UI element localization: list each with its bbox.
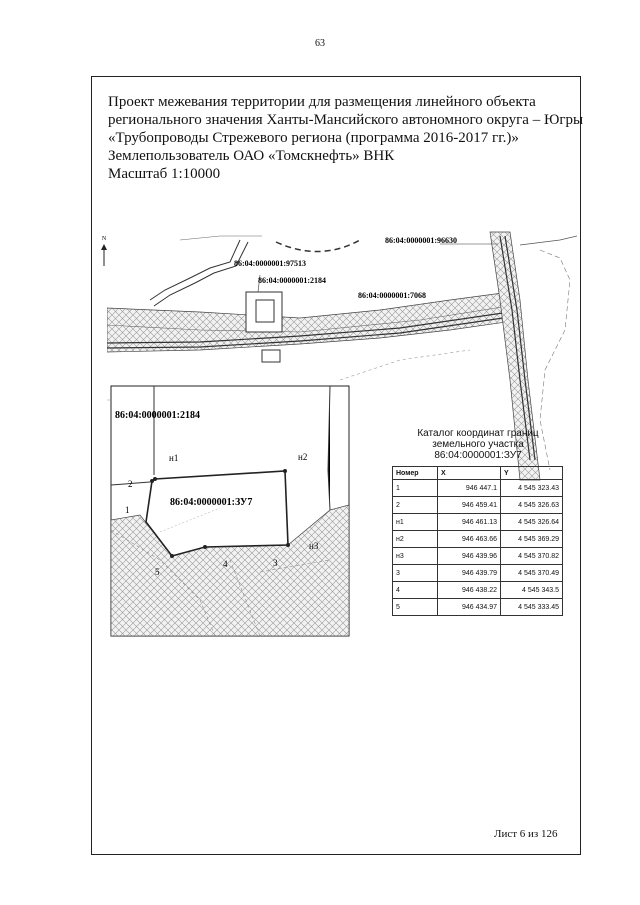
north-arrow-icon: [101, 236, 107, 266]
catalog-title-line-3: 86:04:0000001:ЗУ7: [434, 450, 522, 461]
catalog-title: [388, 428, 568, 461]
table-row: [393, 531, 563, 548]
catalog-title-line-2: земельного участка: [432, 439, 524, 450]
header-x: X: [438, 467, 501, 480]
title-line-4: Землепользователь ОАО «Томскнефть» ВНК: [108, 148, 395, 164]
point-label-n3: н3: [309, 541, 319, 551]
cell-number: 2: [393, 497, 438, 514]
parcel-label-7068: 86:04:0000001:7068: [358, 291, 426, 300]
table-row: [393, 514, 563, 531]
title-line-3: «Трубопроводы Стрежевого региона (программа 2016-2017 гг.)»: [108, 130, 519, 146]
cell-x: 946 461.13: [438, 514, 501, 531]
cell-number: 3: [393, 565, 438, 582]
cell-x: 946 438.22: [438, 582, 501, 599]
coordinate-catalog-table: [392, 466, 563, 616]
cell-y: 4 545 370.82: [501, 548, 563, 565]
table-row: [393, 480, 563, 497]
point-label-n1: н1: [169, 453, 179, 463]
cell-number: 5: [393, 599, 438, 616]
cell-y: 4 545 323.43: [501, 480, 563, 497]
cell-number: н2: [393, 531, 438, 548]
cell-y: 4 545 333.45: [501, 599, 563, 616]
cell-x: 946 439.96: [438, 548, 501, 565]
point-label-4: 4: [223, 559, 228, 569]
catalog-title-line-1: Каталог координат границ: [417, 428, 539, 439]
cell-number: 1: [393, 480, 438, 497]
cell-number: н1: [393, 514, 438, 531]
cell-y: 4 545 326.64: [501, 514, 563, 531]
header-number: Номер: [393, 467, 438, 480]
cell-y: 4 545 369.29: [501, 531, 563, 548]
north-label: N: [101, 236, 107, 242]
title-line-2: регионального значения Ханты-Мансийского автономного округа – Югры: [108, 112, 584, 128]
cell-y: 4 545 370.49: [501, 565, 563, 582]
point-label-n2: н2: [298, 452, 308, 462]
parcel-label-2184: 86:04:0000001:2184: [258, 276, 326, 285]
cell-x: 946 459.41: [438, 497, 501, 514]
page-number: 63: [315, 38, 325, 49]
sheet-number: Лист 6 из 126: [494, 828, 558, 840]
cell-y: 4 545 343.5: [501, 582, 563, 599]
cell-x: 946 447.1: [438, 480, 501, 497]
inset-parcel-label-2184: 86:04:0000001:2184: [115, 410, 200, 421]
cell-x: 946 439.79: [438, 565, 501, 582]
point-label-2: 2: [128, 479, 133, 489]
parcel-label-96630: 86:04:0000001:96630: [385, 236, 457, 245]
table-header-row: [393, 467, 563, 480]
header-y: Y: [501, 467, 563, 480]
inset-map: [111, 386, 349, 636]
table-row: [393, 599, 563, 616]
cell-x: 946 463.66: [438, 531, 501, 548]
title-line-5: Масштаб 1:10000: [108, 166, 221, 182]
point-label-5: 5: [155, 567, 160, 577]
cell-x: 946 434.97: [438, 599, 501, 616]
parcel-label-97513: 86:04:0000001:97513: [234, 259, 306, 268]
table-row: [393, 582, 563, 599]
pipeline-corridor: [107, 292, 520, 352]
parcel-label-zu7: 86:04:0000001:ЗУ7: [170, 497, 253, 508]
cell-y: 4 545 326.63: [501, 497, 563, 514]
table-row: [393, 497, 563, 514]
table-row: [393, 565, 563, 582]
point-label-3: 3: [273, 558, 278, 568]
table-row: [393, 548, 563, 565]
point-label-1: 1: [125, 505, 130, 515]
cell-number: н3: [393, 548, 438, 565]
title-line-1: Проект межевания территории для размещения линейного объекта: [108, 94, 536, 110]
cell-number: 4: [393, 582, 438, 599]
